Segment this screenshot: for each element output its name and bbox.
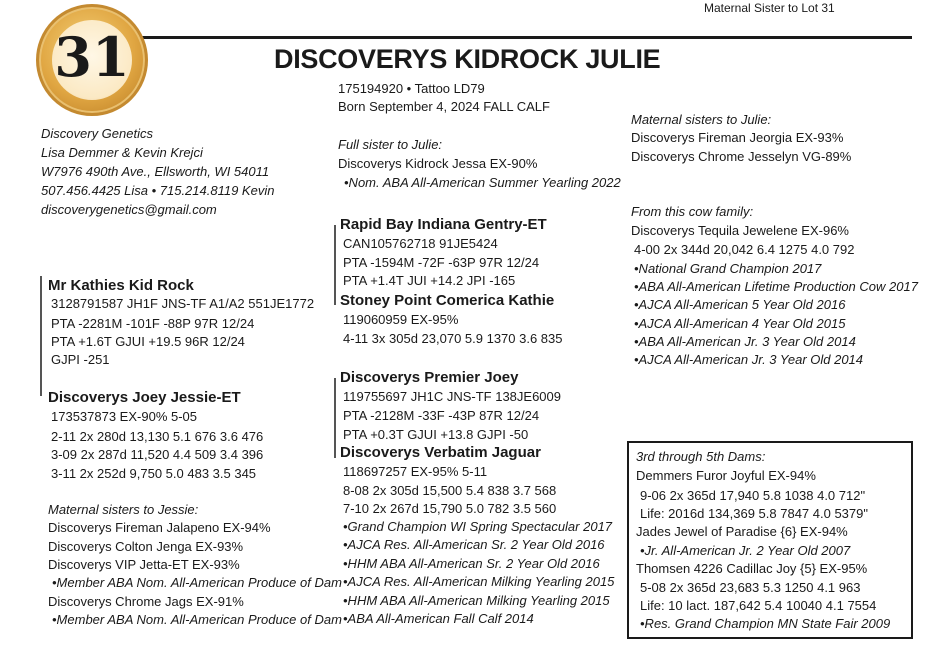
- sire-sire-pta-2: PTA +1.4T JUI +14.2 JPI -165: [343, 273, 516, 288]
- sire-id: 3128791587 JH1F JNS-TF A1/A2 551JE1772: [51, 296, 315, 311]
- sire-dam-id: 119060959 EX-95%: [343, 312, 459, 327]
- jessie-sister: Discoverys Fireman Jalapeno EX-94%: [48, 520, 271, 535]
- dam-dam-honor: •ABA All-American Fall Calf 2014: [343, 611, 534, 626]
- lot-badge: [36, 4, 148, 116]
- cow-family-record: 4-00 2x 344d 20,042 6.4 1275 4.0 792: [634, 242, 855, 257]
- sire-gjpi: GJPI -251: [51, 352, 110, 367]
- full-sister-heading: Full sister to Julie:: [338, 137, 443, 152]
- animal-title: DISCOVERYS KIDROCK JULIE: [274, 44, 661, 74]
- dam-5-record: 5-08 2x 365d 23,683 5.3 1250 4.1 963: [640, 580, 861, 595]
- dam-dam-record-2: 7-10 2x 267d 15,790 5.0 782 3.5 560: [343, 501, 557, 516]
- dam-4-name: Jades Jewel of Paradise {6} EX-94%: [636, 524, 848, 539]
- sire-dam-name: Stoney Point Comerica Kathie: [340, 292, 555, 309]
- dam-name: Discoverys Joey Jessie-ET: [48, 389, 241, 406]
- pedigree-bracket-dam: [334, 378, 336, 458]
- dam-sire-id: 119755697 JH1C JNS-TF 138JE6009: [343, 389, 561, 404]
- dam-dam-honor: •HHM ABA All-American Sr. 2 Year Old 2016: [343, 556, 600, 571]
- dam-dam-id: 118697257 EX-95% 5-11: [343, 464, 488, 479]
- sire-pta-2: PTA +1.6T GJUI +19.5 96R 12/24: [51, 334, 245, 349]
- julie-sister: Discoverys Chrome Jesselyn VG-89%: [631, 149, 852, 164]
- registration-line: 175194920 • Tattoo LD79: [338, 81, 485, 96]
- breeder-phone: 507.456.4425 Lisa • 715.214.8119 Kevin: [41, 183, 275, 198]
- dam-3-name: Demmers Furor Joyful EX-94%: [636, 468, 816, 483]
- jessie-sister: Discoverys Chrome Jags EX-91%: [48, 594, 244, 609]
- cow-family-honor: •AJCA All-American 4 Year Old 2015: [634, 316, 846, 331]
- sire-pta-1: PTA -2281M -101F -88P 97R 12/24: [51, 316, 255, 331]
- pedigree-bracket-sire: [334, 225, 336, 305]
- cow-family-honor: •ABA All-American Lifetime Production Cow 2017: [634, 279, 918, 294]
- dam-id: 173537873 EX-90% 5-05: [51, 409, 198, 424]
- cow-family-heading: From this cow family:: [631, 204, 754, 219]
- dam-dam-record-1: 8-08 2x 305d 15,500 5.4 838 3.7 568: [343, 483, 557, 498]
- header-rule: [142, 36, 912, 39]
- dam-5-lifetime: Life: 10 lact. 187,642 5.4 10040 4.1 7554: [640, 598, 877, 613]
- jessie-sister-honor: •Member ABA Nom. All-American Produce of Dam: [52, 575, 342, 590]
- dam-5-name: Thomsen 4226 Cadillac Joy {5} EX-95%: [636, 561, 868, 576]
- dam-record-2: 3-09 2x 287d 11,520 4.4 509 3.4 396: [51, 447, 264, 462]
- sire-name: Mr Kathies Kid Rock: [48, 277, 194, 294]
- jessie-sister: Discoverys VIP Jetta-ET EX-93%: [48, 557, 240, 572]
- dam-3-record: 9-06 2x 365d 17,940 5.8 1038 4.0 712": [640, 488, 866, 503]
- dam-4-honor: •Jr. All-American Jr. 2 Year Old 2007: [640, 543, 851, 558]
- breeder-email[interactable]: discoverygenetics@gmail.com: [41, 202, 217, 217]
- dam-dam-name: Discoverys Verbatim Jaguar: [340, 444, 541, 461]
- cow-family-name: Discoverys Tequila Jewelene EX-96%: [631, 223, 849, 238]
- sire-sire-pta-1: PTA -1594M -72F -63P 97R 12/24: [343, 255, 540, 270]
- maternal-sister-note: Maternal Sister to Lot 31: [704, 1, 835, 15]
- dam-dam-honor: •Grand Champion WI Spring Spectacular 2017: [343, 519, 613, 534]
- birth-line: Born September 4, 2024 FALL CALF: [338, 99, 550, 114]
- dam-3-lifetime: Life: 2016d 134,369 5.8 7847 4.0 5379": [640, 506, 868, 521]
- jessie-sister-honor: •Member ABA Nom. All-American Produce of Dam: [52, 612, 342, 627]
- sire-sire-name: Rapid Bay Indiana Gentry-ET: [340, 216, 547, 233]
- julie-sisters-heading: Maternal sisters to Julie:: [631, 112, 772, 127]
- pedigree-bracket-left: [40, 276, 42, 396]
- dam-dam-honor: •AJCA Res. All-American Sr. 2 Year Old 2016: [343, 537, 605, 552]
- breeder-name: Discovery Genetics: [41, 126, 153, 141]
- full-sister-honor: •Nom. ABA All-American Summer Yearling 2022: [344, 175, 621, 190]
- jessie-sister: Discoverys Colton Jenga EX-93%: [48, 539, 244, 554]
- dam-record-1: 2-11 2x 280d 13,130 5.1 676 3.6 476: [51, 429, 264, 444]
- julie-sister: Discoverys Fireman Jeorgia EX-93%: [631, 130, 844, 145]
- breeder-owners: Lisa Demmer & Kevin Krejci: [41, 145, 203, 160]
- dams-3-5-heading: 3rd through 5th Dams:: [636, 449, 766, 464]
- sire-dam-record: 4-11 3x 305d 23,070 5.9 1370 3.6 835: [343, 331, 563, 346]
- sire-sire-id: CAN105762718 91JE5424: [343, 236, 498, 251]
- dam-dam-honor: •HHM ABA All-American Milking Yearling 2015: [343, 593, 610, 608]
- lot-number: 31: [54, 25, 130, 89]
- cow-family-honor: •National Grand Champion 2017: [634, 261, 822, 276]
- dam-sire-pta-1: PTA -2128M -33F -43P 87R 12/24: [343, 408, 540, 423]
- breeder-address: W7976 490th Ave., Ellsworth, WI 54011: [41, 164, 270, 179]
- dam-sire-pta-2: PTA +0.3T GJUI +13.8 GJPI -50: [343, 427, 529, 442]
- cow-family-honor: •ABA All-American Jr. 3 Year Old 2014: [634, 334, 856, 349]
- jessie-sisters-heading: Maternal sisters to Jessie:: [48, 502, 199, 517]
- dam-5-honor: •Res. Grand Champion MN State Fair 2009: [640, 616, 891, 631]
- cow-family-honor: •AJCA All-American 5 Year Old 2016: [634, 297, 846, 312]
- cow-family-honor: •AJCA All-American Jr. 3 Year Old 2014: [634, 352, 864, 367]
- dam-sire-name: Discoverys Premier Joey: [340, 369, 519, 386]
- full-sister-name: Discoverys Kidrock Jessa EX-90%: [338, 156, 538, 171]
- dam-record-3: 3-11 2x 252d 9,750 5.0 483 3.5 345: [51, 466, 257, 481]
- dam-dam-honor: •AJCA Res. All-American Milking Yearling 2015: [343, 574, 615, 589]
